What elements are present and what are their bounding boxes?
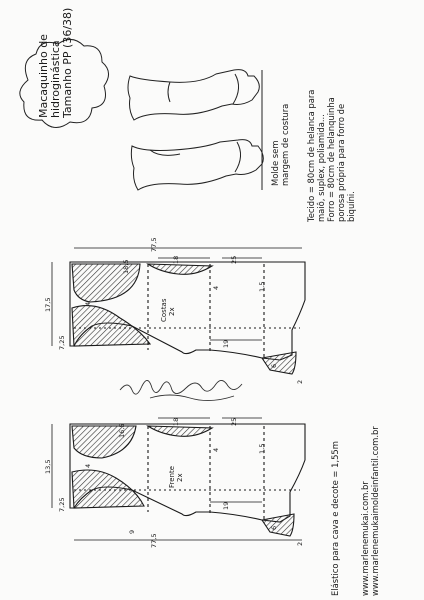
back-hem: 2	[296, 379, 304, 384]
back-top-b: 18	[172, 255, 180, 264]
title-block	[38, 8, 74, 118]
pattern-note	[270, 104, 290, 186]
back-top-a: 18,5	[122, 259, 130, 274]
front-hem: 2	[296, 541, 304, 546]
back-side-a: 4	[84, 301, 92, 306]
front-crotch: 9	[128, 529, 136, 534]
title-line-1: Macaquinho de	[37, 34, 50, 118]
materials-line-2: maiô, suplex, poliamida...	[316, 114, 326, 222]
front-top-d: 4	[212, 447, 220, 452]
back-piece-label	[160, 299, 176, 323]
note-line-2: margem de costura	[280, 103, 290, 186]
front-top-b: 18	[172, 417, 180, 426]
front-bottom-a: 19	[222, 501, 230, 510]
front-top-e: 1,5	[258, 443, 266, 454]
back-width: 17,5	[44, 297, 52, 312]
front-piece-count: 2x	[176, 473, 184, 482]
back-piece-count: 2x	[168, 307, 176, 316]
front-length: 77,5	[150, 533, 158, 548]
materials-block	[306, 90, 356, 222]
front-piece	[70, 424, 305, 536]
front-bottom-b: 6	[270, 525, 278, 530]
front-top-c: 25	[230, 417, 238, 426]
front-width: 13,5	[44, 459, 52, 474]
front-top-a: 16,5	[118, 423, 126, 438]
garment-sketch-bottom	[131, 140, 263, 190]
website-block	[360, 426, 380, 596]
back-piece-name: Costas	[160, 298, 168, 322]
materials-line-3: Forro = 80cm de helanquinha	[326, 97, 336, 222]
back-top-d: 4	[212, 285, 220, 290]
website-line-1: www.marlenemukai.com.br	[360, 481, 370, 596]
materials-line-1: Tecido = 80cm de helanca para	[306, 89, 316, 222]
website-line-2: www.marlenemukaimoldeinfantil.com.br	[370, 426, 380, 596]
materials-line-4: porosa própria para forro de	[336, 103, 346, 222]
back-top-e: 1,5	[258, 281, 266, 292]
materials-line-5: biquíni.	[346, 191, 356, 222]
title-line-2: hidroginástica	[49, 40, 62, 118]
back-top-c: 25	[230, 255, 238, 264]
title-line-3: Tamanho PP (36/38)	[61, 7, 74, 118]
elastic-note: Elástico para cava e decote = 1,55m	[330, 441, 340, 596]
garment-sketch-top	[128, 70, 259, 120]
author-signature	[120, 380, 242, 400]
front-piece-label	[168, 466, 184, 488]
back-length: 77,5	[150, 237, 158, 252]
front-neck: 7,25	[58, 497, 66, 512]
note-line-1: Molde sem	[270, 140, 280, 186]
front-piece-name: Frente	[168, 465, 176, 488]
back-bottom-b: 6	[270, 363, 278, 368]
front-side-a: 4	[84, 463, 92, 468]
back-bottom-a: 19	[222, 339, 230, 348]
back-neck: 7,25	[58, 335, 66, 350]
